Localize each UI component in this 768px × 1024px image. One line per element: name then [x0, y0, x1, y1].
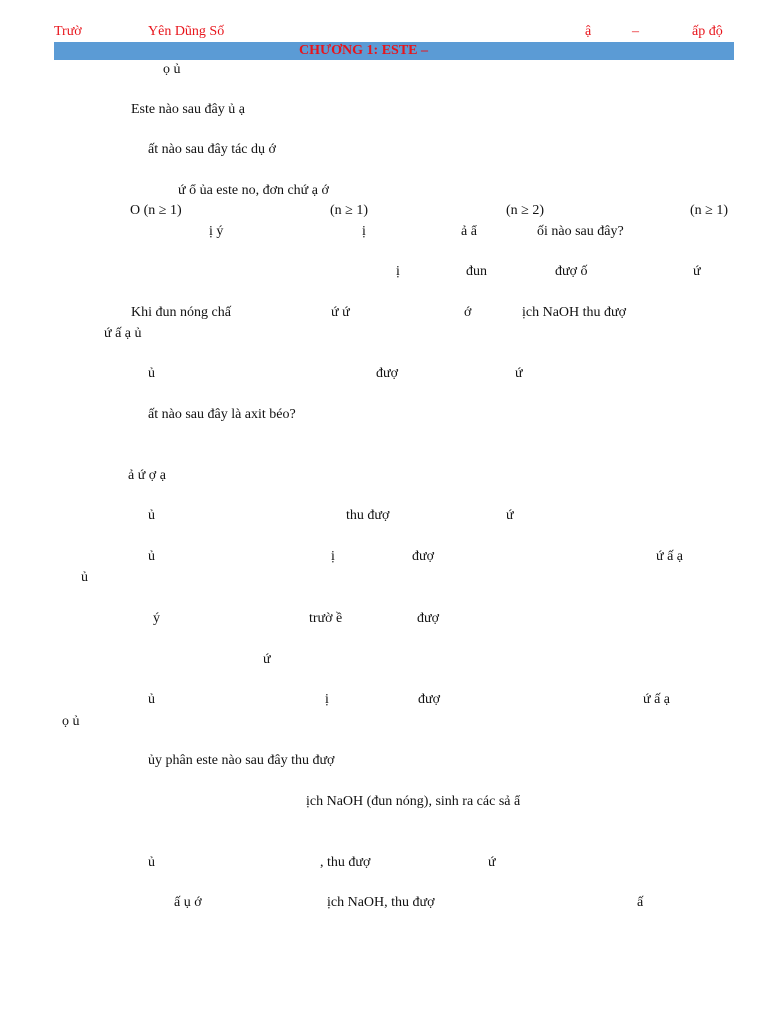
text-fragment: ị [362, 224, 366, 239]
text-fragment: ịch NaOH, thu đượ [327, 895, 435, 910]
text-fragment: đượ [412, 549, 434, 564]
text-fragment: (n ≥ 1) [690, 203, 729, 218]
text-fragment: ủ [148, 549, 155, 564]
header-school-name: Yên Dũng Số [148, 24, 225, 39]
chapter-title-bar [54, 42, 734, 60]
text-fragment: ất nào sau đây tác dụ ớ [148, 142, 276, 157]
text-fragment: (n ≥ 2) [506, 203, 545, 218]
text-fragment: ứ [488, 855, 496, 870]
text-fragment: ấ ụ ớ [174, 895, 202, 910]
text-fragment: ớ [464, 305, 472, 320]
header-mid-a: ậ [585, 24, 592, 39]
text-fragment: ả ứ ợ ạ [128, 468, 166, 483]
text-fragment: đượ [417, 611, 439, 626]
text-fragment: O (n ≥ 1) [130, 203, 182, 218]
text-fragment: ị [396, 264, 400, 279]
text-fragment: ối nào sau đây? [537, 224, 624, 239]
text-fragment: (n ≥ 1) [330, 203, 369, 218]
text-fragment: đượ ố [555, 264, 588, 279]
text-fragment: ủ [148, 692, 155, 707]
text-fragment: ứ [693, 264, 701, 279]
header-dash: – [632, 24, 639, 39]
text-fragment: Khi đun nóng chấ [131, 305, 231, 320]
text-fragment: ọ ủ [163, 62, 181, 77]
text-fragment: ả ẩ [461, 224, 477, 239]
text-fragment: ị [331, 549, 335, 564]
text-fragment: ứ ấ ạ ủ [104, 326, 142, 341]
text-fragment: ịch NaOH (đun nóng), sinh ra các sả ẩ [306, 794, 521, 809]
text-fragment: ứ ấ ạ [656, 549, 684, 564]
text-fragment: ủy phân este nào sau đây thu đượ [148, 753, 335, 768]
text-fragment: Este nào sau đây ủ ạ [131, 102, 245, 117]
page-header [0, 0, 768, 42]
text-fragment: ịch NaOH thu đượ [522, 305, 627, 320]
header-level: ấp độ [692, 24, 723, 39]
text-fragment: ứ [263, 652, 271, 667]
text-fragment: ý [153, 611, 160, 626]
text-fragment: , thu đượ [320, 855, 371, 870]
text-fragment: đượ [376, 366, 398, 381]
text-fragment: ấ [637, 895, 644, 910]
text-fragment: ứ ứ [331, 305, 350, 320]
text-fragment: đượ [418, 692, 440, 707]
text-fragment: đun [466, 264, 487, 279]
header-school-prefix: Trườ [54, 24, 82, 39]
text-fragment: thu đượ [346, 508, 390, 523]
text-fragment: ọ ủ [62, 714, 80, 729]
text-fragment: ủ [148, 508, 155, 523]
text-fragment: trườ ề [309, 611, 343, 626]
text-fragment: ứ [515, 366, 523, 381]
text-fragment: ứ ổ ủa este no, đơn chứ ạ ớ [178, 183, 329, 198]
text-fragment: ủ [148, 366, 155, 381]
text-fragment: ứ ấ ạ [643, 692, 671, 707]
text-fragment: ủ [81, 570, 88, 585]
text-fragment: ủ [148, 855, 155, 870]
text-fragment: ị [325, 692, 329, 707]
text-fragment: ất nào sau đây là axit béo? [148, 407, 296, 422]
chapter-title: CHƯƠNG 1: ESTE – [299, 43, 428, 58]
text-fragment: ứ [506, 508, 514, 523]
text-fragment: ị ý [209, 224, 224, 239]
